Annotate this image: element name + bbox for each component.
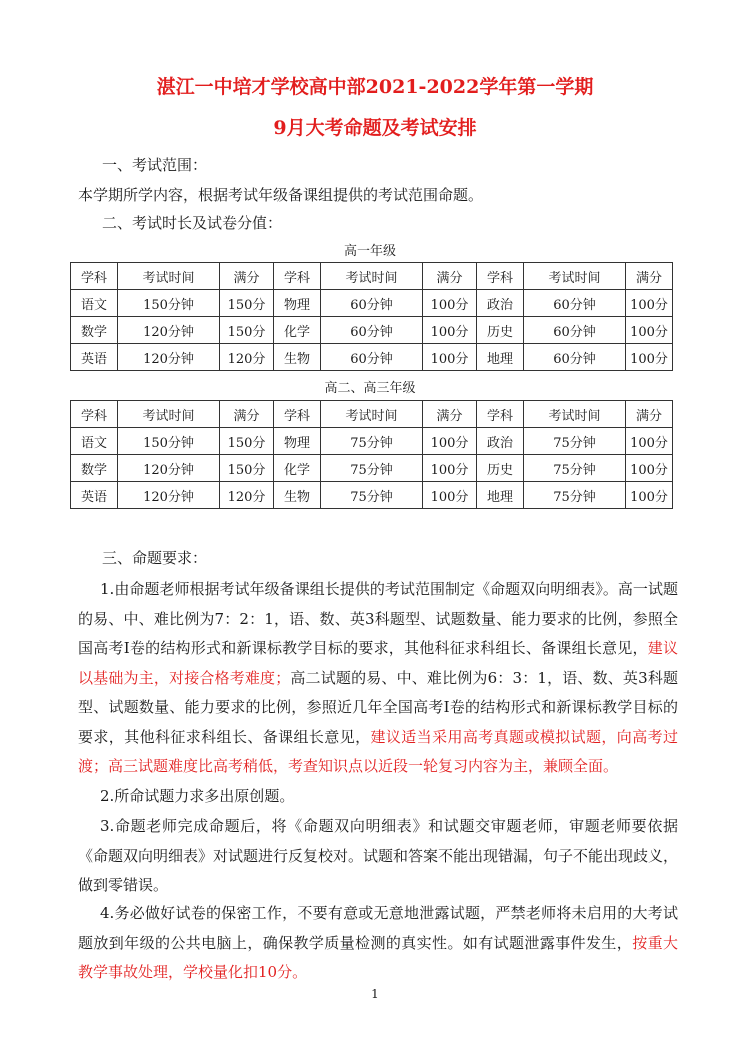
table-cell: 考试时间 [321, 263, 423, 290]
requirement-4 [78, 899, 678, 988]
table-cell: 化学 [274, 317, 321, 344]
req1-text-a: 1.由命题老师根据考试年级备课组长提供的考试范围制定《命题双向明细表》。高一试题的易、中、难比例为7：2：1，语、数、英3科题型、试题数量、能力要求的比例，参照全国高考Ⅰ卷的结构形式和新课标教学目标的要求，其他科征求科组长、备课组长意见， [78, 580, 678, 657]
table-cell: 英语 [71, 482, 118, 509]
table-row [71, 482, 673, 509]
req1-highlight-b: 建议适当采用高考真题或模拟试题，向高考过渡；高三试题难度比高考稍低，考查知识点以近段一轮复习内容为主，兼顾全面。 [78, 727, 678, 775]
req4-text: 4.务必做好试卷的保密工作，不要有意或无意地泄露试题，严禁老师将未启用的大考试题放到年级的公共电脑上，确保教学质量检测的真实性。如有试题泄露事件发生， [78, 904, 678, 952]
table-cell: 学科 [477, 263, 524, 290]
table-cell: 150分钟 [118, 428, 220, 455]
table-cell: 语文 [71, 428, 118, 455]
table-cell: 历史 [477, 455, 524, 482]
table-cell: 75分钟 [321, 455, 423, 482]
table-cell: 100分 [626, 290, 673, 317]
table-cell: 语文 [71, 290, 118, 317]
table-cell: 100分 [626, 482, 673, 509]
table-cell: 化学 [274, 455, 321, 482]
table-cell: 100分 [626, 455, 673, 482]
table-cell: 满分 [423, 401, 477, 428]
table-cell: 考试时间 [118, 401, 220, 428]
req4-highlight: 按重大教学事故处理，学校量化扣10分。 [78, 933, 678, 981]
table-cell: 75分钟 [321, 482, 423, 509]
table-row [71, 344, 673, 371]
table-cell: 100分 [423, 428, 477, 455]
table-cell: 满分 [626, 263, 673, 290]
table-cell: 60分钟 [321, 290, 423, 317]
table-cell: 120分钟 [118, 482, 220, 509]
table-cell: 学科 [274, 401, 321, 428]
section2-heading: 二、考试时长及试卷分值： [102, 214, 283, 232]
section1-heading: 一、考试范围： [102, 156, 208, 174]
document-title-line1: 湛江一中培才学校高中部2021-2022学年第一学期 [156, 76, 594, 98]
table-grade10 [70, 262, 673, 371]
table-cell: 学科 [71, 263, 118, 290]
table-header-row [71, 401, 673, 428]
table2-caption: 高二、高三年级 [324, 381, 416, 396]
table-cell: 150分 [220, 290, 274, 317]
table-cell: 英语 [71, 344, 118, 371]
table-cell: 满分 [423, 263, 477, 290]
page-number: 1 [371, 987, 379, 1001]
table-cell: 120分钟 [118, 455, 220, 482]
table-row [71, 317, 673, 344]
table-cell: 100分 [626, 344, 673, 371]
table-cell: 满分 [220, 263, 274, 290]
table-cell: 考试时间 [118, 263, 220, 290]
table-cell: 100分 [626, 317, 673, 344]
table-cell: 150分钟 [118, 290, 220, 317]
table-cell: 100分 [423, 455, 477, 482]
table-cell: 100分 [423, 317, 477, 344]
table-cell: 100分 [423, 290, 477, 317]
table-cell: 100分 [423, 482, 477, 509]
table-cell: 学科 [71, 401, 118, 428]
section1-text: 本学期所学内容，根据考试年级备课组提供的考试范围命题。 [78, 186, 484, 204]
table-cell: 数学 [71, 455, 118, 482]
table-cell: 考试时间 [321, 401, 423, 428]
req1-highlight-a: 建议以基础为主，对接合格考难度； [78, 639, 678, 687]
table-cell: 历史 [477, 317, 524, 344]
table-cell: 150分 [220, 317, 274, 344]
table-cell: 60分钟 [321, 344, 423, 371]
table-cell: 物理 [274, 428, 321, 455]
section3-heading: 三、命题要求： [102, 549, 208, 567]
table-cell: 数学 [71, 317, 118, 344]
table-row [71, 428, 673, 455]
table-cell: 75分钟 [524, 428, 626, 455]
table-cell: 政治 [477, 428, 524, 455]
table-cell: 满分 [626, 401, 673, 428]
table-row [71, 290, 673, 317]
table-cell: 地理 [477, 344, 524, 371]
table-cell: 学科 [477, 401, 524, 428]
requirement-3: 3.命题老师完成命题后，将《命题双向明细表》和试题交审题老师，审题老师要依据《命题双向明细表》对试题进行反复校对。试题和答案不能出现错漏，句子不能出现歧义，做到零错误。 [78, 817, 679, 894]
table-cell: 75分钟 [321, 428, 423, 455]
table-cell: 100分 [423, 344, 477, 371]
table-cell: 120分钟 [118, 344, 220, 371]
table-cell: 120分 [220, 344, 274, 371]
document-title-line2: 9月大考命题及考试安排 [273, 117, 477, 139]
table-cell: 满分 [220, 401, 274, 428]
table-cell: 生物 [274, 482, 321, 509]
table-cell: 考试时间 [524, 263, 626, 290]
table-cell: 120分钟 [118, 317, 220, 344]
requirement-2: 2.所命试题力求多出原创题。 [100, 787, 295, 805]
table-cell: 生物 [274, 344, 321, 371]
table-cell: 考试时间 [524, 401, 626, 428]
table-cell: 75分钟 [524, 482, 626, 509]
table-cell: 政治 [477, 290, 524, 317]
table-cell: 100分 [626, 428, 673, 455]
table-cell: 150分 [220, 428, 274, 455]
table-cell: 60分钟 [524, 344, 626, 371]
table-cell: 150分 [220, 455, 274, 482]
req1-text-b: 高二试题的易、中、难比例为6：3：1，语、数、英3科题型、试题数量、能力要求的比例，参照近几年全国高考Ⅰ卷的结构形式和新课标教学目标的要求，其他科征求科组长、备课组长意见， [78, 668, 678, 746]
table-cell: 120分 [220, 482, 274, 509]
table-cell: 60分钟 [524, 290, 626, 317]
table-grade11-12 [70, 400, 673, 509]
table1-caption: 高一年级 [343, 244, 396, 259]
table-cell: 地理 [477, 482, 524, 509]
table-row [71, 455, 673, 482]
table-cell: 75分钟 [524, 455, 626, 482]
table-cell: 物理 [274, 290, 321, 317]
table-cell: 60分钟 [524, 317, 626, 344]
table-header-row [71, 263, 673, 290]
requirement-1 [78, 575, 678, 782]
table-cell: 学科 [274, 263, 321, 290]
table-cell: 60分钟 [321, 317, 423, 344]
